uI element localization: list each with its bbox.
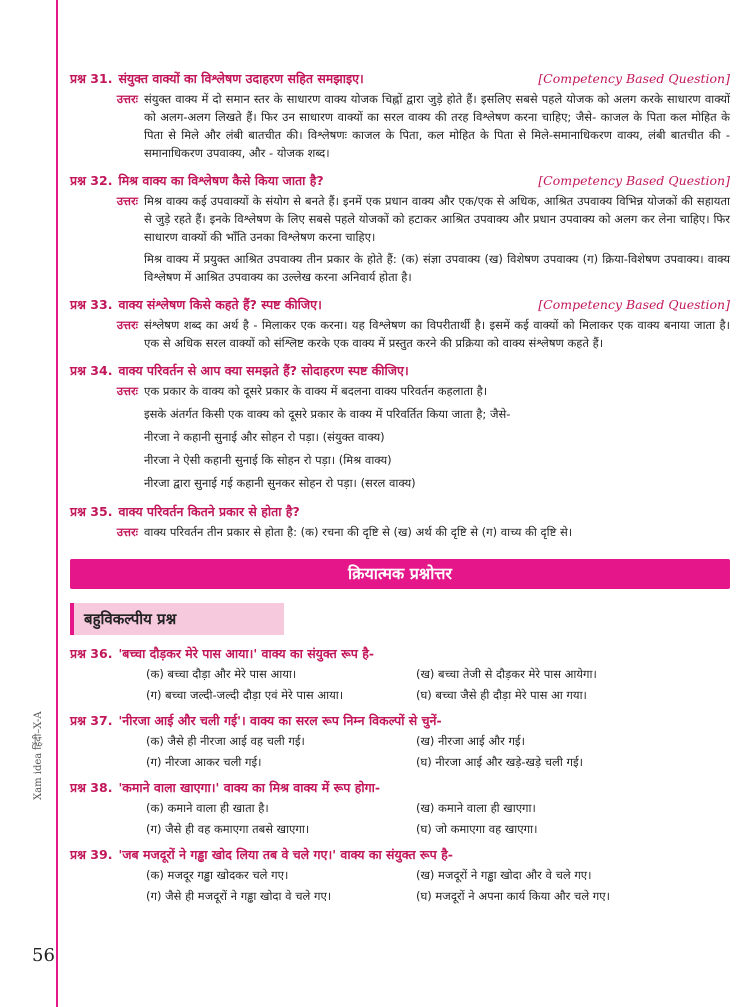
question-heading [70,296,730,314]
answer-label: उत्तरः [116,384,138,398]
question-heading [70,779,730,797]
question-text: वाक्य परिवर्तन कितने प्रकार से होता है? [118,504,300,519]
option: (ग) बच्चा जल्दी-जल्दी दौड़ा एवं मेरे पास आया। [146,688,344,702]
question-number: प्रश्न 33. [70,297,113,312]
option: (क) कमाने वाला ही खाता है। [146,801,269,815]
question-heading [70,70,730,88]
option: (ग) नीरजा आकर चली गई। [146,755,262,769]
answer-line: नीरजा द्वारा सुनाई गई कहानी सुनकर सोहन रो पड़ा। (सरल वाक्य) [144,476,416,490]
question-text: मिश्र वाक्य का विश्लेषण कैसे किया जाता है? [118,173,324,188]
mcq-37 [70,712,730,771]
answer [70,192,730,290]
question-heading [70,846,730,864]
option: (घ) बच्चा जैसे ही दौड़ा मेरे पास आ गया। [416,688,587,702]
question-text: वाक्य परिवर्तन से आप क्या समझते हैं? सोदाहरण स्पष्ट कीजिए। [118,363,409,378]
option: (ग) जैसे ही मजदूरों ने गड्ढा खोदा वे चले गए। [146,889,332,903]
option: (ख) कमाने वाला ही खाएगा। [416,801,536,815]
competency-tag: [Competency Based Question] [538,297,730,312]
option: (ख) बच्चा तेजी से दौड़कर मेरे पास आयेगा। [416,667,597,681]
answer-text: संयुक्त वाक्य में दो समान स्तर के साधारण वाक्य योजक चिह्नों द्वारा जुड़े होते हैं। इसलिए सबसे पहले योजक को अलग करके साधारण वाक्यों को अलग-अलग लिखते हैं। फिर उन साधारण वाक्यों का सरल वाक्य की तरह विश्लेषण करना चाहिए; जैसे- काजल के पिता कल मोहित के पिता से मिले और लंबी बातचीत की। विश्लेषणः काजल के पिता, कल मोहित के पिता से मिले-समानाधिकरण वाक्य, लंबी बातचीत की - समानाधिकरण उपवाक्य, और - योजक शब्द। [144,92,730,160]
question-heading [70,645,730,663]
question-31 [70,70,730,166]
competency-tag: [Competency Based Question] [538,71,730,86]
option: (क) जैसे ही नीरजा आई वह चली गई। [146,734,305,748]
question-heading [70,503,730,521]
book-side-label: Xam idea हिंदी–X-A [33,711,44,800]
answer-line: एक प्रकार के वाक्य को दूसरे प्रकार के वाक्य में बदलना वाक्य परिवर्तन कहलाता है। [144,384,488,398]
question-text: 'नीरजा आई और चली गई'। वाक्य का सरल रूप निम्न विकल्पों से चुनें- [118,713,442,728]
answer-line: नीरजा ने ऐसी कहानी सुनाई कि सोहन रो पड़ा। (मिश्र वाक्य) [144,453,392,467]
answer-text: संश्लेषण शब्द का अर्थ है - मिलाकर एक करना। यह विश्लेषण का विपरीतार्थी है। इसमें कई वाक्यों को मिलाकर एक वाक्य बनाया जाता है। एक से अधिक सरल वाक्यों को संश्लिष्ट करके एक वाक्य में प्रस्तुत करने की प्रक्रिया को वाक्य संश्लेषण कहते हैं। [144,318,730,350]
question-heading [70,362,730,380]
option: (ग) जैसे ही वह कमाएगा तबसे खाएगा। [146,822,310,836]
answer [70,523,730,545]
question-text: 'कमाने वाला खाएगा।' वाक्य का मिश्र वाक्य में रूप होगा- [118,780,381,795]
options [70,666,730,704]
answer-line: इसके अंतर्गत किसी एक वाक्य को दूसरे प्रकार के वाक्य में परिवर्तित किया जाता है; जैसे- [144,407,511,421]
question-heading [70,712,730,730]
question-text: 'बच्चा दौड़कर मेरे पास आया।' वाक्य का संयुक्त रूप है- [118,646,375,661]
options [70,867,730,905]
answer-label: उत्तरः [116,194,138,208]
question-text: 'जब मजदूरों ने गड्ढा खोद लिया तब वे चले गए।' वाक्य का संयुक्त रूप है- [118,847,453,862]
mcq-38 [70,779,730,838]
answer [70,90,730,166]
competency-tag: [Competency Based Question] [538,173,730,188]
question-heading [70,172,730,190]
subsection-heading: बहुविकल्पीय प्रश्न [70,603,284,635]
answer-line: नीरजा ने कहानी सुनाई और सोहन रो पड़ा। (संयुक्त वाक्य) [144,430,385,444]
answer [70,316,730,356]
question-number: प्रश्न 34. [70,363,113,378]
question-number: प्रश्न 39. [70,847,113,862]
question-number: प्रश्न 32. [70,173,113,188]
option: (घ) मजदूरों ने अपना कार्य किया और चले गए। [416,889,610,903]
question-number: प्रश्न 31. [70,71,113,86]
answer-label: उत्तरः [116,92,138,106]
option: (घ) जो कमाएगा वह खाएगा। [416,822,538,836]
option: (क) बच्चा दौड़ा और मेरे पास आया। [146,667,297,681]
options [70,733,730,771]
mcq-36 [70,645,730,704]
question-32 [70,172,730,290]
options [70,800,730,838]
section-banner: क्रियात्मक प्रश्नोत्तर [70,559,730,589]
answer-label: उत्तरः [116,318,138,332]
option: (ख) मजदूरों ने गड्ढा खोदा और वे चले गए। [416,868,592,882]
option: (घ) नीरजा आई और खड़े-खड़े चली गई। [416,755,583,769]
option: (क) मजदूर गड्ढा खोदकर चले गए। [146,868,289,882]
question-33 [70,296,730,356]
option: (ख) नीरजा आई और गई। [416,734,525,748]
mcq-39 [70,846,730,905]
question-number: प्रश्न 38. [70,780,113,795]
answer-text: वाक्य परिवर्तन तीन प्रकार से होता है: (क) रचना की दृष्टि से (ख) अर्थ की दृष्टि से (ग) वाच्य की दृष्टि से। [144,525,573,539]
margin-line [56,0,58,1007]
page-number: 56 [32,945,55,966]
question-35 [70,503,730,545]
answer-label: उत्तरः [116,525,138,539]
question-34 [70,362,730,497]
question-number: प्रश्न 36. [70,646,113,661]
question-number: प्रश्न 35. [70,504,113,519]
question-text: संयुक्त वाक्यों का विश्लेषण उदाहरण सहित समझाइए। [118,71,364,86]
answer [70,382,730,497]
question-text: वाक्य संश्लेषण किसे कहते हैं? स्पष्ट कीजिए। [118,297,322,312]
question-number: प्रश्न 37. [70,713,113,728]
answer-text: मिश्र वाक्य कई उपवाक्यों के संयोग से बनते हैं। इनमें एक प्रधान वाक्य और एक/एक से अधिक, आश्रित उपवाक्य विभिन्न योजकों की सहायता से जुड़े रहते हैं। इनके विश्लेषण के लिए सबसे पहले योजकों को हटाकर आश्रित उपवाक्य और प्रधान उपवाक्य को अलग कर लेना चाहिए। फिर साधारण वाक्यों की भाँति उनका विश्लेषण करना चाहिए। [144,194,730,244]
answer-text: मिश्र वाक्य में प्रयुक्त आश्रित उपवाक्य तीन प्रकार के होते हैं: (क) संज्ञा उपवाक्य (ख) विशेषण उपवाक्य (ग) क्रिया-विशेषण उपवाक्य। वाक्य विश्लेषण में आश्रित उपवाक्य का उल्लेख करना अनिवार्य होता है। [144,252,730,284]
page-content [70,70,730,913]
